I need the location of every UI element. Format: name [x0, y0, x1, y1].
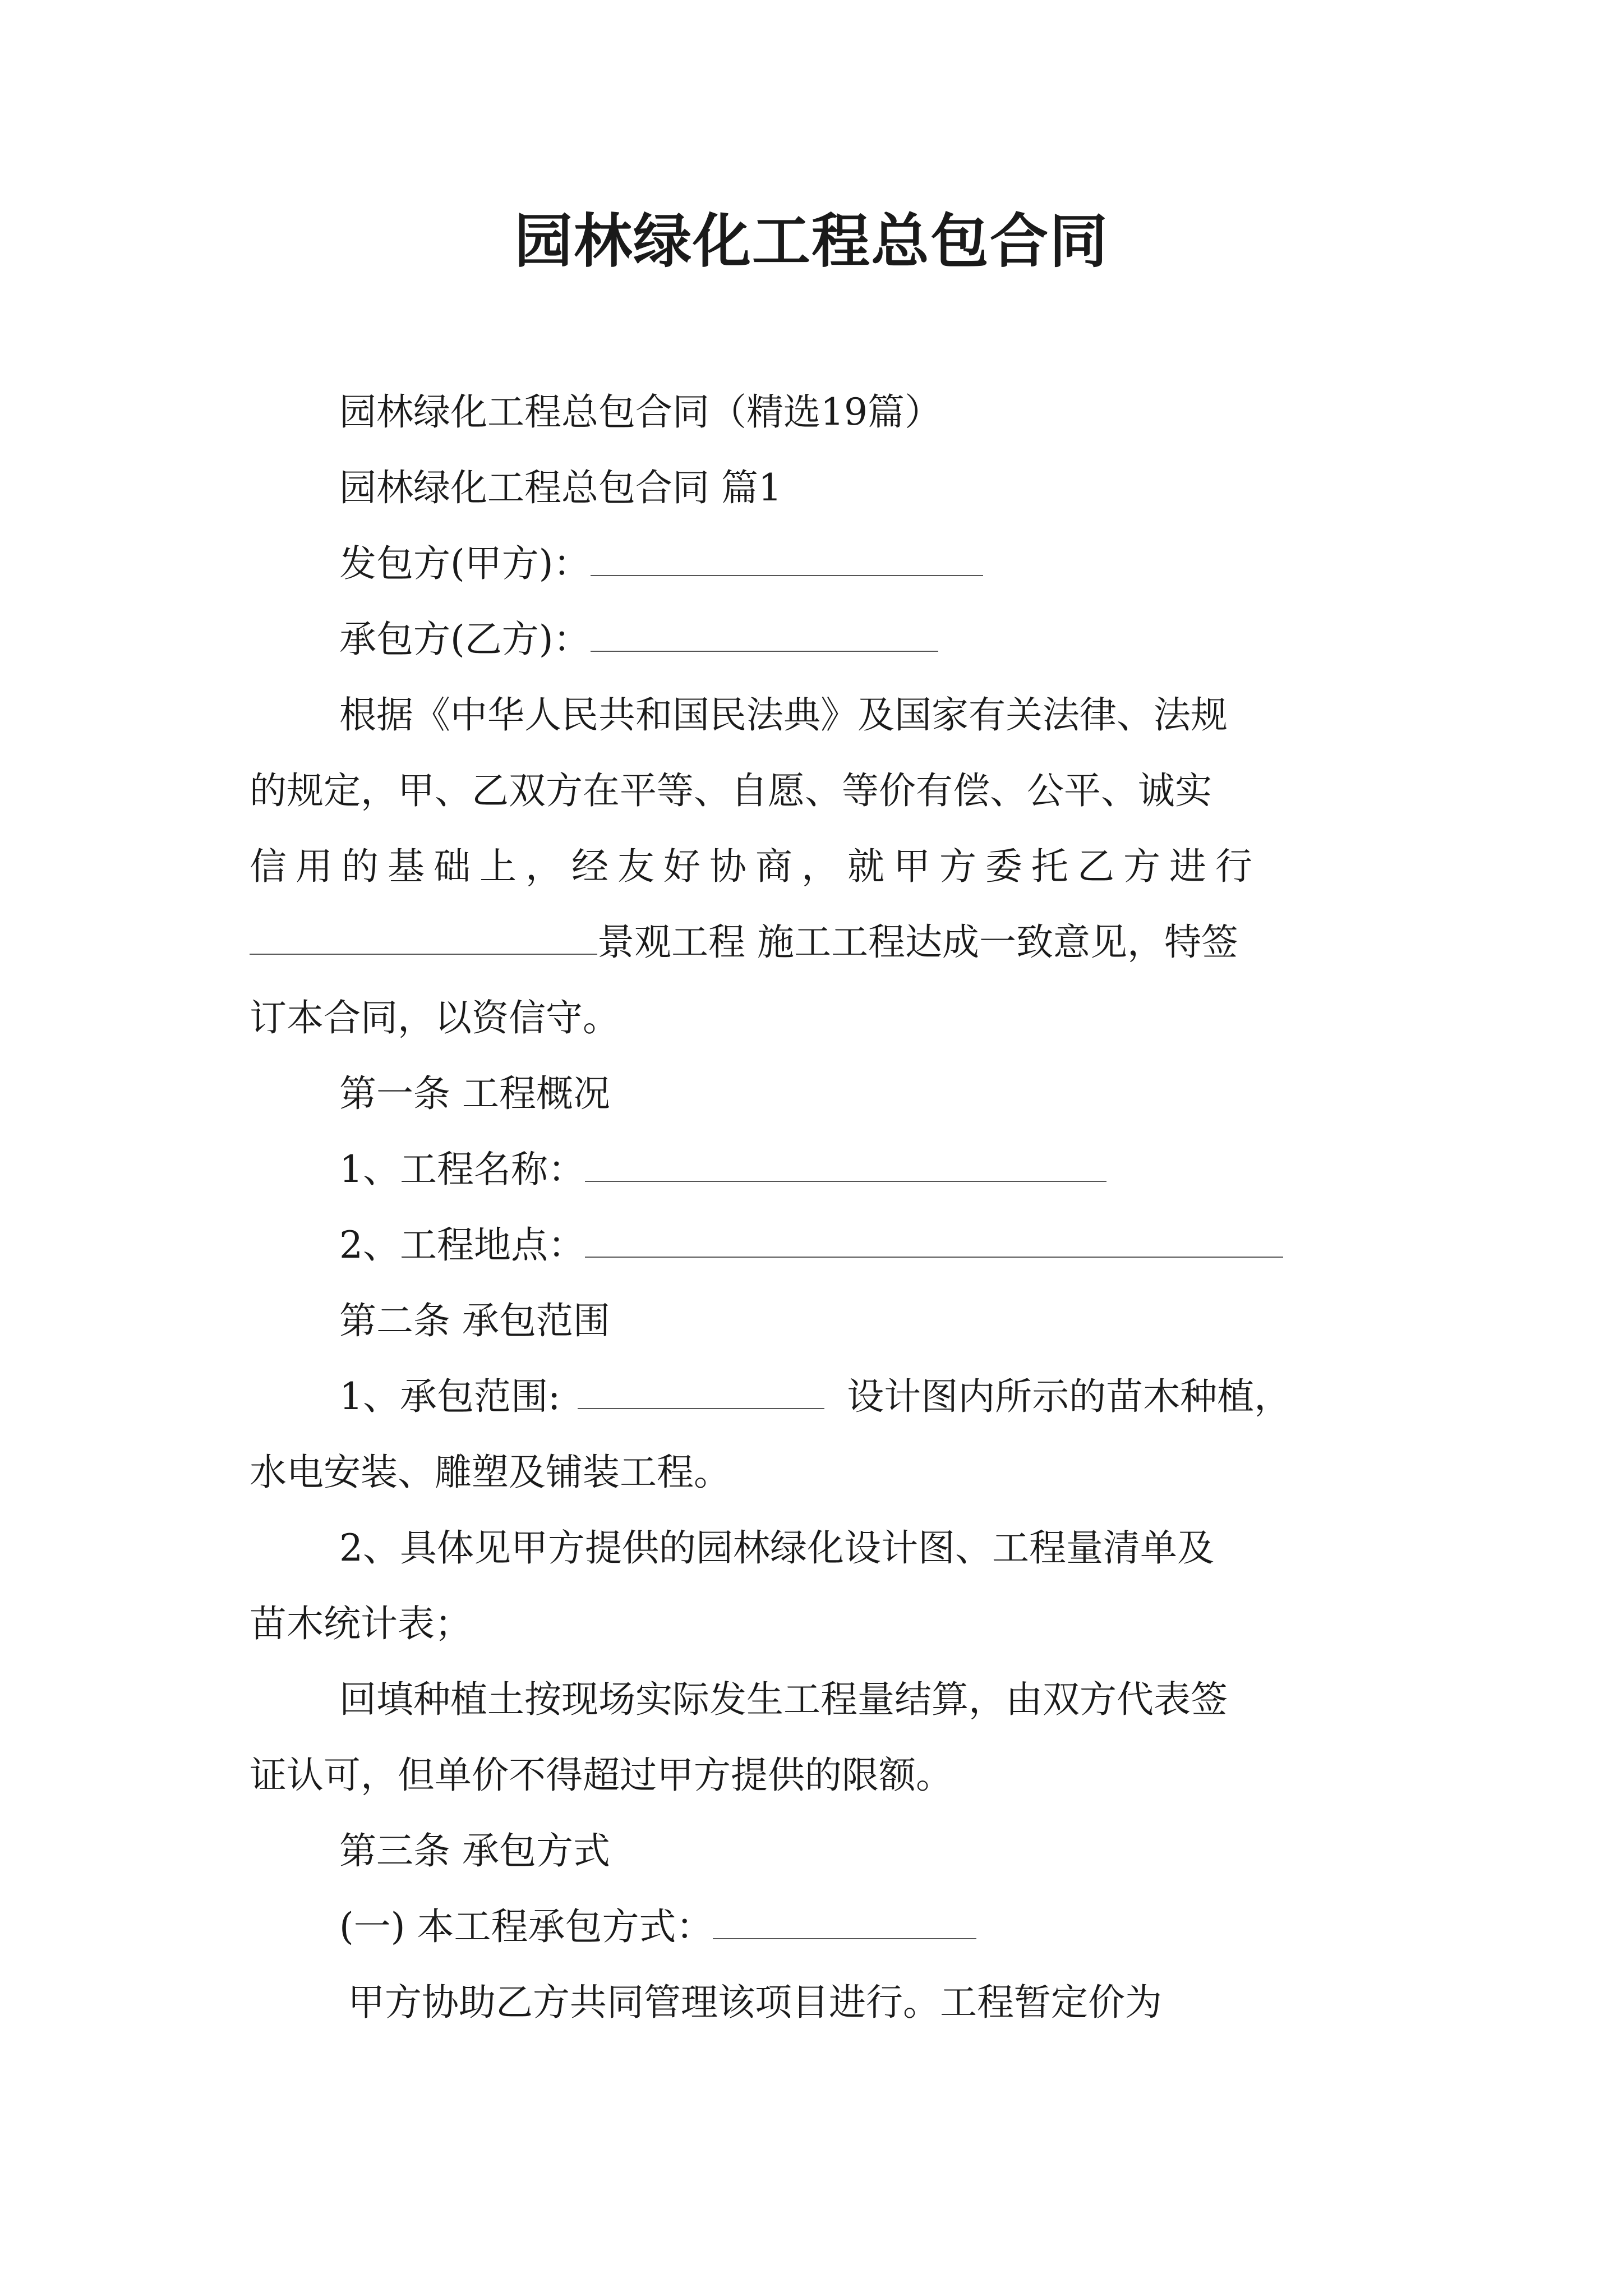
- contract-method-label: (一) 本工程承包方式：: [339, 1905, 713, 1948]
- paragraph-text: 景观工程 施工工程达成一致意见，特签: [597, 921, 1238, 964]
- paragraph-line: 水电安装、雕塑及铺装工程。: [250, 1451, 731, 1494]
- project-name-label: 1、工程名称：: [339, 1148, 585, 1191]
- paragraph-line: 信用的基础上，经友好协商，就甲方委托乙方进行: [250, 845, 1261, 888]
- party-b-blank: [591, 618, 938, 652]
- document-title: 园林绿化工程总包合同: [514, 206, 1109, 275]
- party-b-line: [339, 611, 938, 668]
- scope-blank: [578, 1375, 824, 1409]
- project-location-blank: [585, 1224, 1283, 1258]
- project-name-line: [339, 1142, 1106, 1198]
- project-location-line: [339, 1217, 1283, 1273]
- paragraph-line: 订本合同，以资信守。: [250, 996, 620, 1039]
- article-heading: 第一条 工程概况: [339, 1072, 610, 1115]
- paragraph-line: 证认可，但单价不得超过甲方提供的限额。: [250, 1754, 953, 1797]
- article-heading: 第三条 承包方式: [339, 1829, 610, 1872]
- scope-text: 设计图内所示的苗木种植，: [847, 1375, 1292, 1418]
- paragraph-line: 回填种植土按现场实际发生工程量结算，由双方代表签: [339, 1678, 1228, 1721]
- project-location-label: 2、工程地点：: [339, 1223, 585, 1267]
- section-heading: 园林绿化工程总包合同 篇1: [339, 466, 782, 509]
- paragraph-line: 的规定，甲、乙双方在平等、自愿、等价有偿、公平、诚实: [250, 769, 1212, 812]
- paragraph-line: 2、具体见甲方提供的园林绿化设计图、工程量清单及: [339, 1526, 1214, 1570]
- paragraph-line: [250, 914, 1238, 970]
- party-a-line: [339, 536, 983, 592]
- paragraph-line: 甲方协助乙方共同管理该项目进行。工程暂定价为: [348, 1981, 1162, 2024]
- scope-line: [339, 1369, 1291, 1425]
- paragraph-line: 根据《中华人民共和国民法典》及国家有关法律、法规: [339, 693, 1228, 737]
- subtitle-line: 园林绿化工程总包合同（精选19篇）: [339, 390, 942, 434]
- project-blank: [250, 921, 597, 955]
- scope-label: 1、承包范围:: [339, 1375, 561, 1418]
- party-a-label: 发包方(甲方)：: [339, 542, 591, 585]
- project-name-blank: [585, 1148, 1106, 1182]
- contract-method-line: [339, 1899, 976, 1955]
- party-a-blank: [591, 542, 983, 576]
- contract-method-blank: [713, 1906, 976, 1939]
- paragraph-line: 苗木统计表；: [250, 1602, 472, 1645]
- article-heading: 第二条 承包范围: [339, 1299, 610, 1342]
- party-b-label: 承包方(乙方)：: [339, 618, 591, 661]
